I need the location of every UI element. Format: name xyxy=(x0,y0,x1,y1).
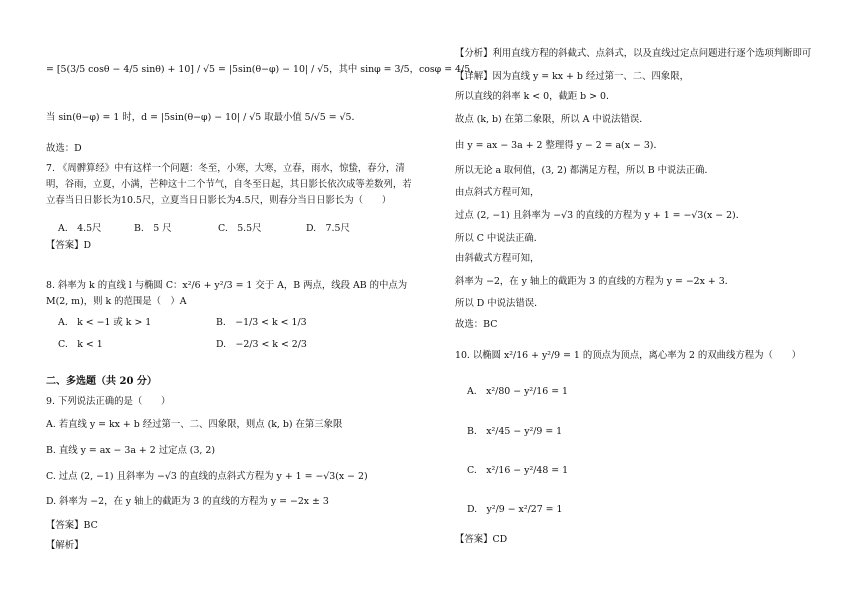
q7-option-d: D. 7.5尺 xyxy=(306,223,350,234)
question-9-answer: 【答案】BC xyxy=(46,520,98,531)
q8-option-c: C. k < 1 xyxy=(58,339,103,350)
detail-line-11: 所以 D 中说法错误． xyxy=(455,298,544,309)
detail-line-10: 斜率为 −2，在 y 轴上的截距为 3 的直线的方程为 y = −2x + 3． xyxy=(455,276,735,287)
q8-option-b: B. −1/3 < k < 1/3 xyxy=(216,317,307,328)
q7-option-a: A. 4.5尺 xyxy=(58,223,102,234)
q10-option-b: B. x²/45 − y²/9 = 1 xyxy=(467,426,563,437)
q10-option-a: A. x²/80 − y²/16 = 1 xyxy=(467,386,568,397)
detail-line-4: 由 y = ax − 3a + 2 整理得 y − 2 = a(x − 3)． xyxy=(455,140,663,151)
detail-line-8: 所以 C 中说法正确． xyxy=(455,233,544,244)
solution-line-2: 当 sin(θ−φ) = 1 时，d = |5sin(θ−φ) − 10| / √5 取最小值 5/√5 = √5． xyxy=(46,112,361,123)
question-7-text: 7. 《周髀算经》中有这样一个问题：冬至，小寒，大寒，立春，雨水，惊蛰，春分，清明，谷雨，立夏，小满，芒种这十二个节气，自冬至日起，其日影长依次成等差数列，若立春当日日影长为10.5尺，立夏当日日影长为4.5尺，则春分当日日影长为（ ） xyxy=(46,163,412,206)
q10-option-c: C. x²/16 − y²/48 = 1 xyxy=(467,465,569,476)
question-8-options-row-1 xyxy=(58,314,418,328)
q9-option-d: D. 斜率为 −2，在 y 轴上的截距为 3 的直线的方程为 y = −2x ± 3 xyxy=(46,496,329,507)
question-10-answer: 【答案】CD xyxy=(455,534,508,545)
q8-option-a: A. k < −1 或 k > 1 xyxy=(58,317,152,328)
detail-line-5: 所以无论 a 取何值，(3, 2) 都满足方程，所以 B 中说法正确． xyxy=(455,165,714,176)
q9-option-a: A. 若直线 y = kx + b 经过第一、二、四象限，则点 (k, b) 在第三象限 xyxy=(46,419,343,430)
detail-line-1: 【详解】因为直线 y = kx + b 经过第一、二、四象限， xyxy=(455,71,689,82)
question-9-text: 9. 下列说法正确的是（ ） xyxy=(46,396,171,407)
section-heading: 二、多选题（共 20 分） xyxy=(46,376,157,387)
solution-line-1: = [5(3/5 cosθ − 4/5 sinθ) + 10] / √5 = |5sin(θ−φ) − 10| / √5，其中 sinφ = 3/5，cosφ = 4/5， xyxy=(46,64,480,75)
question-10-text: 10. 以椭圆 x²/16 + y²/9 = 1 的顶点为顶点，离心率为 2 的双曲线方程为（ ） xyxy=(455,350,802,361)
detail-line-9: 由斜截式方程可知， xyxy=(455,253,540,264)
q7-option-c: C. 5.5尺 xyxy=(218,223,262,234)
q9-option-b: B. 直线 y = ax − 3a + 2 过定点 (3, 2) xyxy=(46,445,216,456)
analysis-line: 【分析】利用直线方程的斜截式、点斜式，以及直线过定点问题进行逐个选项判断即可 xyxy=(455,48,812,59)
detail-answer: 故选：BC xyxy=(455,319,498,330)
question-7-answer: 【答案】D xyxy=(46,240,92,251)
detail-line-6: 由点斜式方程可知， xyxy=(455,187,540,198)
question-7-options xyxy=(58,220,418,234)
analysis-label: 【解析】 xyxy=(46,540,84,551)
detail-line-3: 故点 (k, b) 在第二象限，所以 A 中说法错误． xyxy=(455,114,649,125)
q10-option-d: D. y²/9 − x²/27 = 1 xyxy=(467,504,563,515)
answer-line: 故选：D xyxy=(46,143,82,154)
q7-option-b: B. 5 尺 xyxy=(134,223,172,234)
question-8-options-row-2 xyxy=(58,336,418,350)
question-8-text: 8. 斜率为 k 的直线 l 与椭圆 C：x²/6 + y²/3 = 1 交于 A，B 两点，线段 AB 的中点为 M(2, m)，则 k 的范围是（ ）A xyxy=(46,280,408,307)
q8-option-d: D. −2/3 < k < 2/3 xyxy=(216,339,307,350)
detail-line-2: 所以直线的斜率 k < 0，截距 b > 0． xyxy=(455,91,616,102)
detail-line-7: 过点 (2, −1) 且斜率为 −√3 的直线的方程为 y + 1 = −√3(x − 2)． xyxy=(455,210,746,221)
q9-option-c: C. 过点 (2, −1) 且斜率为 −√3 的直线的点斜式方程为 y + 1 = −√3(x − 2) xyxy=(46,471,368,482)
